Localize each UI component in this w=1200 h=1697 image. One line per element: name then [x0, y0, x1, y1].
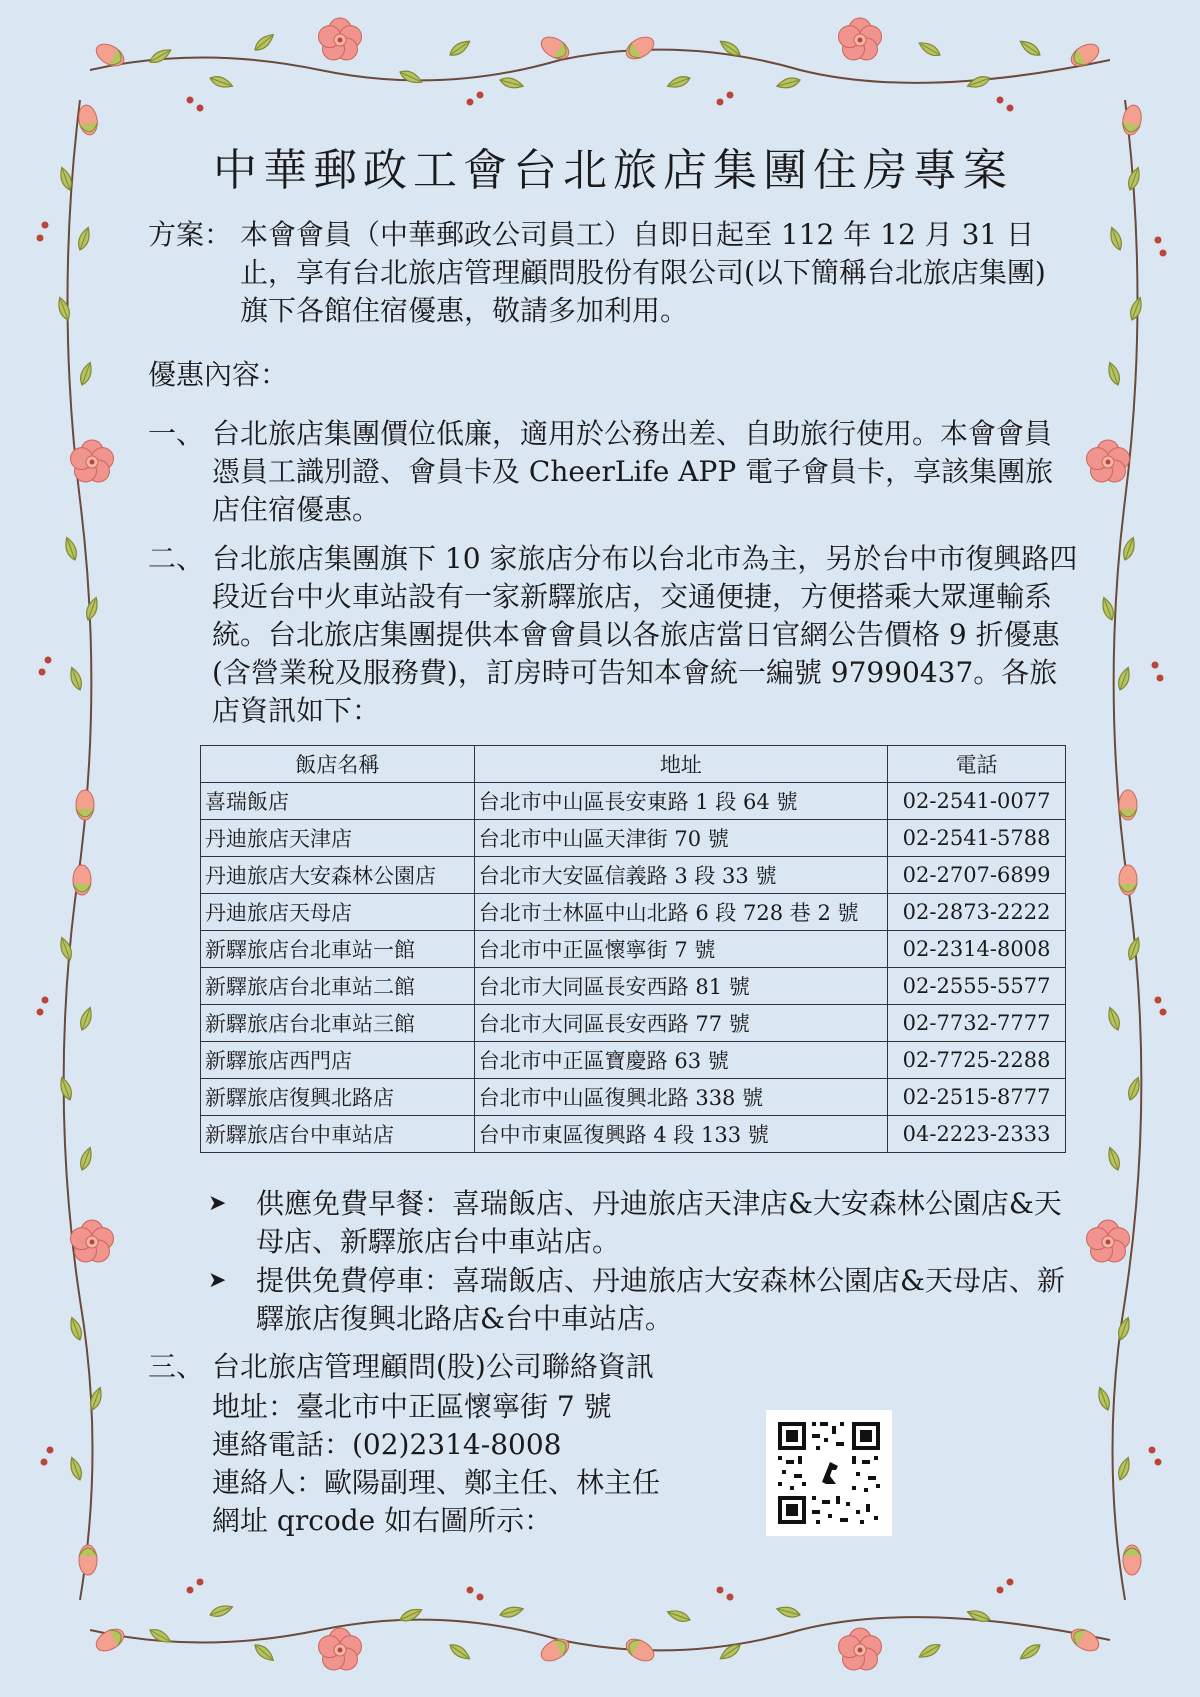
contact-web: 網址 qrcode 如右圖所示： — [212, 1504, 553, 1537]
plan-label: 方案： — [148, 218, 233, 251]
item-number: 二、 — [148, 542, 205, 575]
hotel-name: 新驛旅店台中車站店 — [201, 1116, 475, 1153]
qrcode-image[interactable] — [766, 1410, 892, 1536]
offer-label: 優惠內容： — [148, 358, 289, 391]
page-title: 中華郵政工會台北旅店集團住房專案 — [213, 145, 1013, 196]
contact-phone: 連絡電話：(02)2314-8008 — [212, 1428, 562, 1461]
hotel-name: 丹迪旅店大安森林公園店 — [201, 857, 475, 894]
header-address: 地址 — [474, 746, 887, 783]
hotel-phone: 02-7732-7777 — [888, 1005, 1066, 1042]
table-row — [201, 1116, 1066, 1153]
bullet-text: 提供免費停車：喜瑞飯店、丹迪旅店大安森林公園店&天母店、新驛旅店復興北路店&台中車站店。 — [256, 1264, 1065, 1335]
hotel-name: 丹迪旅店天津店 — [201, 820, 475, 857]
hotel-phone: 02-2515-8777 — [888, 1079, 1066, 1116]
hotel-address: 台北市中正區懷寧街 7 號 — [474, 931, 887, 968]
hotel-phone: 02-2541-0077 — [888, 783, 1066, 820]
hotel-address: 台北市中山區復興北路 338 號 — [474, 1079, 887, 1116]
hotel-name: 新驛旅店台北車站二館 — [201, 968, 475, 1005]
table-row — [201, 820, 1066, 857]
hotel-phone: 02-2314-8008 — [888, 931, 1066, 968]
hotel-phone: 02-2873-2222 — [888, 894, 1066, 931]
qrcode-icon — [766, 1410, 892, 1536]
table-row — [201, 1079, 1066, 1116]
bullet-text: 供應免費早餐：喜瑞飯店、丹迪旅店天津店&大安森林公園店&天母店、新驛旅店台中車站店。 — [256, 1187, 1062, 1258]
table-row — [201, 931, 1066, 968]
table-header-row — [201, 746, 1066, 783]
hotel-address: 台北市中山區天津街 70 號 — [474, 820, 887, 857]
hotel-name: 新驛旅店台北車站一館 — [201, 931, 475, 968]
item-number: 三、 — [148, 1350, 205, 1383]
hotel-phone: 02-2707-6899 — [888, 857, 1066, 894]
hotel-name: 新驛旅店西門店 — [201, 1042, 475, 1079]
hotel-phone: 02-7725-2288 — [888, 1042, 1066, 1079]
item-text: 台北旅店管理顧問(股)公司聯絡資訊 — [212, 1350, 654, 1383]
hotel-name: 新驛旅店台北車站三館 — [201, 1005, 475, 1042]
hotel-address: 台北市士林區中山北路 6 段 728 巷 2 號 — [474, 894, 887, 931]
plan-text: 本會會員（中華郵政公司員工）自即日起至 112 年 12 月 31 日止，享有台北旅店管理顧問股份有限公司(以下簡稱台北旅店集團)旗下各館住宿優惠，敬請多加利用。 — [240, 218, 1046, 327]
table-row — [201, 1005, 1066, 1042]
arrowhead-icon: ➤ — [208, 1268, 227, 1293]
item-number: 一、 — [148, 417, 205, 450]
header-phone: 電話 — [888, 746, 1066, 783]
arrowhead-icon: ➤ — [208, 1191, 227, 1216]
hotel-table — [200, 745, 1066, 1153]
hotel-address: 台北市中正區寶慶路 63 號 — [474, 1042, 887, 1079]
table-row — [201, 783, 1066, 820]
table-row — [201, 968, 1066, 1005]
hotel-name: 丹迪旅店天母店 — [201, 894, 475, 931]
hotel-address: 台北市中山區長安東路 1 段 64 號 — [474, 783, 887, 820]
hotel-name: 喜瑞飯店 — [201, 783, 475, 820]
hotel-phone: 02-2541-5788 — [888, 820, 1066, 857]
contact-address: 地址：臺北市中正區懷寧街 7 號 — [212, 1390, 612, 1423]
hotel-phone: 04-2223-2333 — [888, 1116, 1066, 1153]
hotel-phone: 02-2555-5577 — [888, 968, 1066, 1005]
hotel-address: 台北市大安區信義路 3 段 33 號 — [474, 857, 887, 894]
hotel-address: 台北市大同區長安西路 81 號 — [474, 968, 887, 1005]
table-row — [201, 894, 1066, 931]
hotel-address: 台中市東區復興路 4 段 133 號 — [474, 1116, 887, 1153]
table-row — [201, 1042, 1066, 1079]
header-hotel-name: 飯店名稱 — [201, 746, 475, 783]
table-row — [201, 857, 1066, 894]
contact-person: 連絡人：歐陽副理、鄭主任、林主任 — [212, 1466, 661, 1499]
item-text: 台北旅店集團價位低廉，適用於公務出差、自助旅行使用。本會會員憑員工識別證、會員卡及 CheerLife APP 電子會員卡，享該集團旅店住宿優惠。 — [212, 417, 1054, 526]
hotel-name: 新驛旅店復興北路店 — [201, 1079, 475, 1116]
item-text: 台北旅店集團旗下 10 家旅店分布以台北市為主，另於台中市復興路四段近台中火車站設有一家新驛旅店，交通便捷，方便搭乘大眾運輸系統。台北旅店集團提供本會會員以各旅店當日官網公告價格 9 折優惠(含營業稅及服務費)，訂房時可告知本會統一編號 97990437。各旅店資訊如下： — [212, 542, 1078, 727]
hotel-address: 台北市大同區長安西路 77 號 — [474, 1005, 887, 1042]
